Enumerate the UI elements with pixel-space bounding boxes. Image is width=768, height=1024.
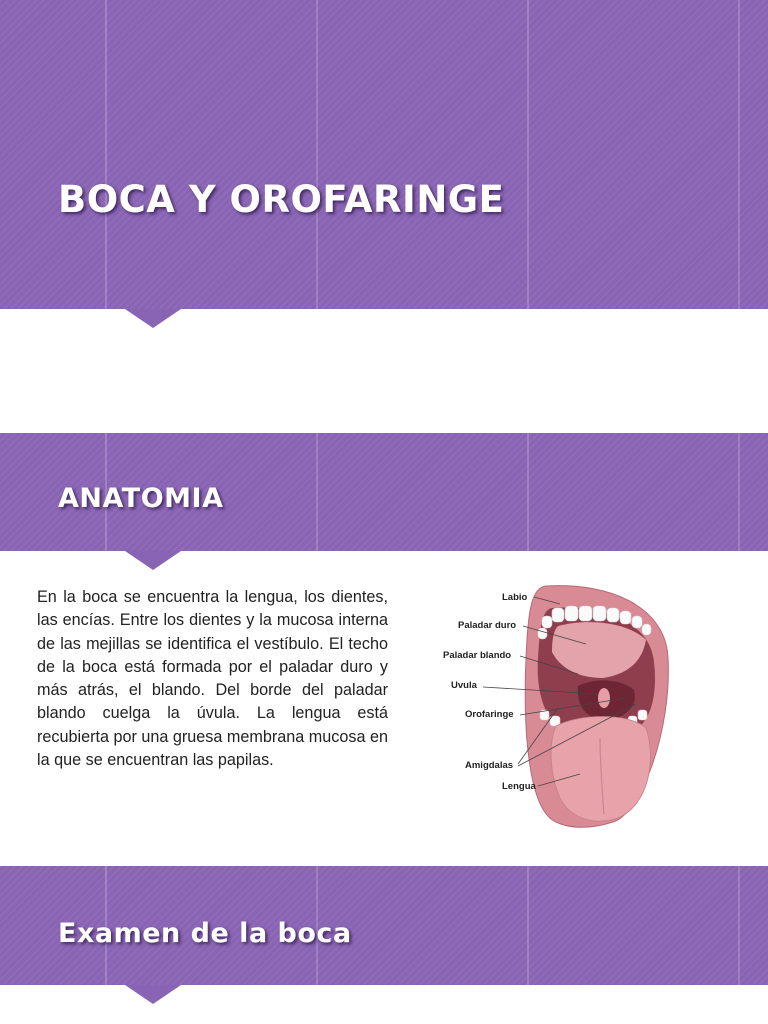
label-lengua: Lengua <box>502 781 536 792</box>
banner-notch <box>125 551 181 570</box>
label-paladar-blando: Paladar blando <box>443 650 512 661</box>
label-amigdalas: Amigdalas <box>465 760 514 771</box>
label-uvula: Uvula <box>451 680 477 691</box>
label-orofaringe: Orofaringe <box>465 709 514 720</box>
label-paladar-duro: Paladar duro <box>458 620 517 631</box>
anatomy-paragraph: En la boca se encuentra la lengua, los dientes, las encías. Entre los dientes y la mucosa interna de las mejillas se identifica el vestíbulo. El techo de la boca está formada por el paladar duro y más atrás, el blando. Del borde del paladar blando cuelga la úvula. La lengua está recubierta por una gruesa membrana mucosa en la que se encuentran las papilas. <box>37 588 388 770</box>
section-title: ANATOMIA <box>58 483 224 514</box>
section-title: Examen de la boca <box>58 918 352 949</box>
uvula-shape <box>598 688 610 708</box>
mouth-diagram <box>428 578 678 828</box>
label-labio: Labio <box>502 592 528 603</box>
section-banner-anatomia <box>0 433 768 551</box>
section-banner-examen <box>0 866 768 985</box>
banner-notch <box>125 985 181 1004</box>
banner-notch <box>125 309 181 328</box>
slide-title: BOCA Y OROFARINGE <box>58 178 505 221</box>
title-banner <box>0 0 768 309</box>
